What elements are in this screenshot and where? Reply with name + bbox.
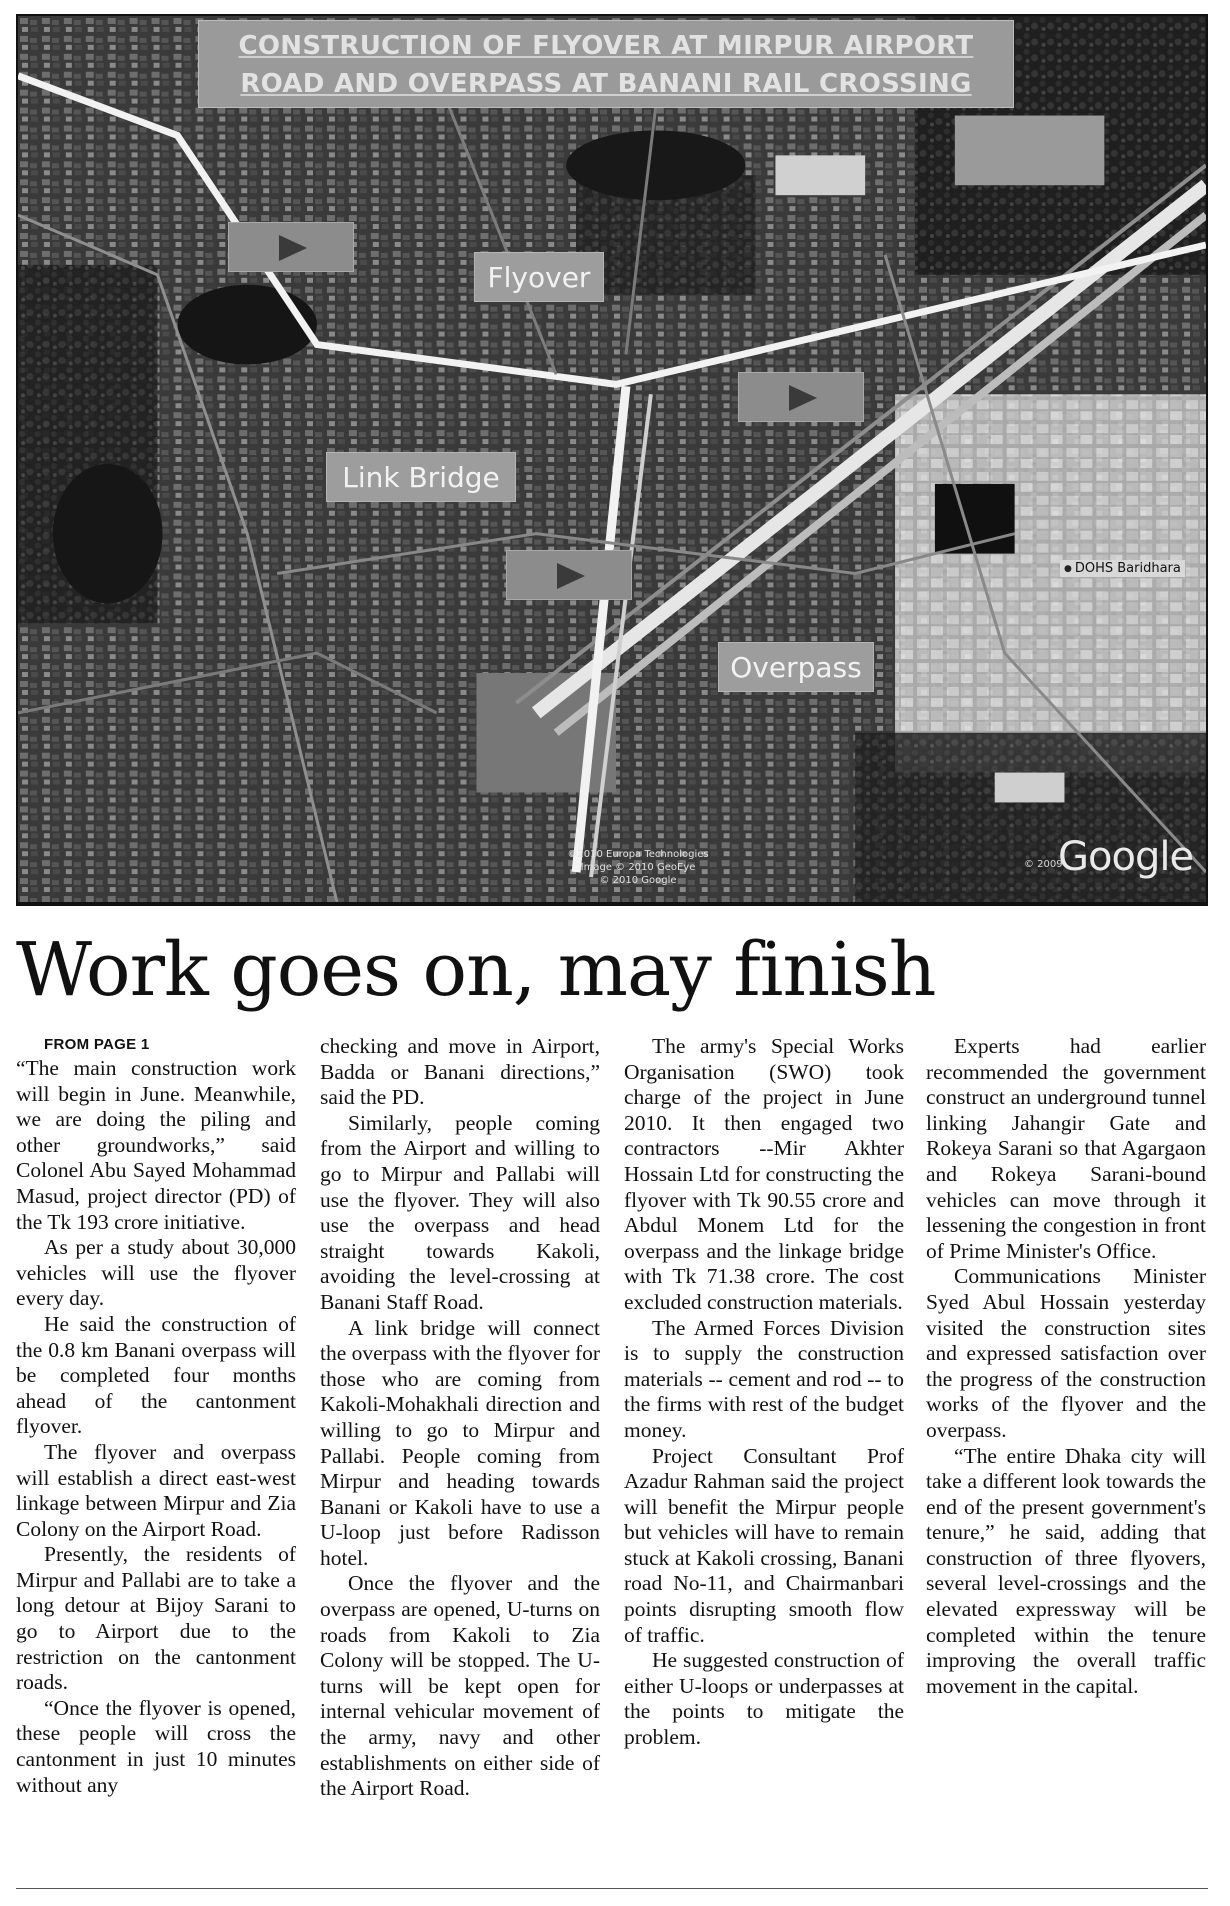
map-imagery [18, 16, 1206, 902]
map-title-line-2: ROAD AND OVERPASS AT BANANI RAIL CROSSING [240, 69, 972, 99]
paragraph: As per a study about 30,000 vehicles will use the flyover every day. [16, 1235, 296, 1311]
article-column-2 [320, 1034, 600, 1802]
satellite-map [16, 14, 1208, 904]
divider [16, 904, 1208, 906]
paragraph: Similarly, people coming from the Airport and willing to go to Mirpur and Pallabi will use the flyover. They will also use the overpass and head straight towards Kakoli, avoiding the level-crossing at Banani Staff Road. [320, 1110, 600, 1314]
map-credit-line: © 2010 Google [599, 875, 677, 886]
article-column-3 [624, 1034, 904, 1751]
google-logo: Google [1058, 834, 1194, 880]
paragraph: Once the flyover and the overpass are opened, U-turns on roads from Kakoli to Zia Colony will be stopped. The U-turns will be kept open for internal vehicular movement of the army, navy and other establishments on either side of the Airport Road. [320, 1571, 600, 1801]
paragraph: “The main construction work will begin in June. Meanwhile, we are doing the piling and other groundworks,” said Colonel Abu Sayed Mohammad Masud, project director (PD) of the Tk 193 crore initiative. [16, 1056, 296, 1234]
map-title-line-1: CONSTRUCTION OF FLYOVER AT MIRPUR AIRPORT [238, 31, 974, 61]
article-column-1 [16, 1034, 296, 1798]
paragraph: A link bridge will connect the overpass with the flyover for those who are coming from Kakoli-Mohakhali direction and willing to go to Mirpur and Pallabi. People coming from Mirpur and heading towards Banani or Kakoli have to use a U-loop just before Radisson hotel. [320, 1315, 601, 1570]
map-credit [538, 848, 738, 887]
map-label-flyover: Flyover [474, 252, 604, 302]
paragraph: Presently, the residents of Mirpur and Pallabi are to take a long detour at Bijoy Sarani to go to Airport due to the restriction on the cantonment roads. [16, 1542, 296, 1695]
paragraph: Communications Minister Syed Abul Hossain yesterday visited the construction sites and expressed satisfaction over the progress of the construction works of the flyover and the overpass. [926, 1264, 1206, 1442]
paragraph: The Armed Forces Division is to supply the construction materials -- cement and rod -- to the firms with rest of the budget money. [624, 1315, 904, 1442]
article-headline: Work goes on, may finish [16, 927, 936, 1013]
paragraph: checking and move in Airport, Badda or Banani directions,” said the PD. [320, 1034, 600, 1110]
map-label-link-bridge: Link Bridge [326, 452, 516, 502]
paragraph: He suggested construction of either U-loops or underpasses at the points to mitigate the problem. [624, 1648, 904, 1750]
map-year: © 2009 [1024, 859, 1063, 870]
play-arrow-icon [738, 372, 864, 422]
paragraph: Project Consultant Prof Azadur Rahman said the project will benefit the Mirpur people but vehicles will have to remain stuck at Kakoli crossing, Banani road No-11, and Chairmanbari points disrupting smooth flow of traffic. [624, 1443, 904, 1647]
paragraph: The army's Special Works Organisation (SWO) took charge of the project in June 2010. It then engaged two contractors --Mir Akhter Hossain Ltd for constructing the flyover with Tk 90.55 crore and Abdul Monem Ltd for the overpass and the linkage bridge with Tk 71.38 crore. The cost excluded construction materials. [624, 1034, 904, 1314]
map-credit-line: Image © 2010 GeoEye [580, 862, 696, 873]
paragraph: Experts had earlier recommended the government construct an underground tunnel linking Jahangir Gate and Rokeya Sarani so that Agargaon and Rokeya Sarani-bound vehicles can move through it lessening the congestion in front of Prime Minister's Office. [926, 1034, 1206, 1263]
paragraph: “Once the flyover is opened, these people will cross the cantonment in just 10 minutes without any [16, 1695, 296, 1797]
play-arrow-icon [228, 222, 354, 272]
map-place-label: ● DOHS Baridhara [1060, 560, 1185, 577]
paragraph: “The entire Dhaka city will take a different look towards the end of the present government's tenure,” he said, adding that construction of three flyovers, several level-crossings and the elevated expressway will be completed within the tenure improving the overall traffic movement in the capital. [926, 1443, 1206, 1698]
article-kicker: FROM PAGE 1 [44, 1036, 150, 1053]
paragraph: He said the construction of the 0.8 km Banani overpass will be completed four months ahead of the cantonment flyover. [16, 1311, 296, 1439]
map-title-banner [198, 20, 1014, 108]
map-credit-line: ©2010 Europa Technologies [567, 849, 709, 860]
play-arrow-icon [506, 550, 632, 600]
divider [16, 1888, 1208, 1889]
map-label-overpass: Overpass [718, 642, 874, 692]
paragraph: The flyover and overpass will establish a direct east-west linkage between Mirpur and Zia Colony on the Airport Road. [16, 1439, 296, 1541]
article-column-4 [926, 1034, 1206, 1699]
